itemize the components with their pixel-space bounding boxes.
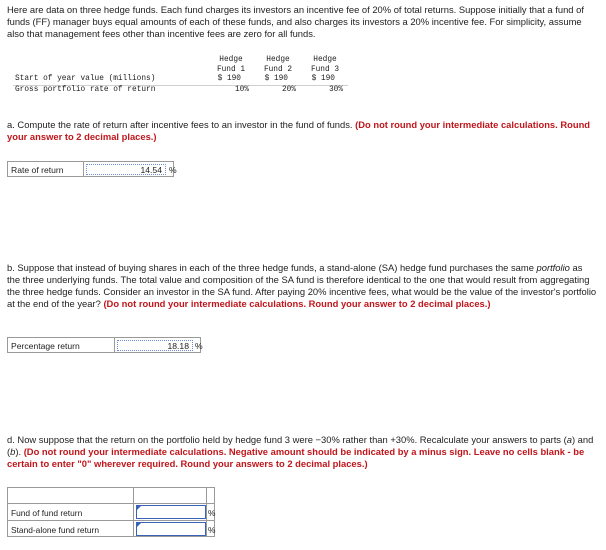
percentage-return-input[interactable]: 18.18 [117,340,193,351]
percent-unit: % [208,508,216,518]
row-label-stand-alone-fund-return: Stand-alone fund return [11,525,99,535]
percent-unit: % [195,341,203,351]
question-a-instruction: (Do not round your intermediate calculations. Round your answer to 2 decimal places.) [7,119,591,142]
question-b-text: b. Suppose that instead of buying shares in each of the three hedge funds, a stand-alone (SA) hedge fund purchases the same [7,262,534,273]
answer-box-b [7,337,201,353]
part-b-ref: b [10,446,16,457]
question-a-text: a. Compute the rate of return after incentive fees to an investor in the fund of funds. [7,119,353,130]
header-line: Hedge [313,56,337,64]
cell-fund-1-start: $ 190 [217,75,241,83]
row-label-fund-of-fund-return: Fund of fund return [11,508,83,518]
cell-divider [114,338,115,352]
header-fund-1 [211,56,251,75]
question-d [7,434,597,470]
percent-unit: % [208,525,216,535]
question-d-text: d. Now suppose that the return on the portfolio held by hedge fund 3 were −30% rather than +30%. Recalculate your answers to parts ( [7,434,567,445]
question-b-instruction: (Do not round your intermediate calculations. Round your answer to 2 decimal places.) [103,298,491,309]
question-b [7,262,597,310]
answer-table-d [7,487,215,537]
percent-unit: % [169,165,177,175]
cell-fund-3-start: $ 190 [311,75,335,83]
row-label-start-value: Start of year value (millions) [15,75,156,83]
question-d-text-mid: ) and ( [7,434,594,457]
header-line: Fund 3 [310,65,340,74]
question-b-text-cont: as the three underlying funds. The total value and composition of the SA fund is therefore identical to the one that would result from aggregating the three hedge funds. Consider an investor in the SA fund. After paying 20% incentive fees, what would be the value of the investor's portfolio at the end of the year? [7,262,597,309]
stand-alone-fund-return-input[interactable] [136,522,206,536]
answer-label-percentage-return: Percentage return [11,341,80,351]
cell-divider [83,162,84,176]
cell-fund-1-return: 10% [234,86,249,94]
question-d-text-end: ). [15,446,22,457]
cell-fund-3-return: 30% [328,86,343,94]
answer-box-a [7,161,177,177]
cell-fund-2-start: $ 190 [264,75,288,83]
header-line: Hedge [219,56,243,64]
header-fund-2 [258,56,298,75]
header-line: Fund 1 [216,65,246,74]
table-row [8,520,214,537]
header-fund-3 [305,56,345,75]
rate-of-return-input[interactable]: 14.54 [86,164,166,175]
question-b-italic: portfolio [536,262,570,273]
part-a-ref: a [566,434,572,445]
header-line: Hedge [266,56,290,64]
fund-of-fund-return-input[interactable] [136,505,206,519]
answer-label-rate-of-return: Rate of return [11,165,64,175]
intro-paragraph: Here are data on three hedge funds. Each fund charges its investors an incentive fee of 20% of total returns. Suppose initially that a fund of funds (FF) manager buys equal amounts of each of these funds, and also charges its investors a 20% incentive fee. For simplicity, assume also that management fees other than incentive fees are zero for all funds. [7,4,584,39]
header-line: Fund 2 [263,65,293,74]
question-a [7,119,597,143]
table-row [8,503,214,520]
cell-fund-2-return: 20% [281,86,296,94]
question-d-instruction: (Do not round your intermediate calculations. Negative amount should be indicated by a minus sign. Leave no cells blank - be certain to enter "0" wherever required. Round your answers to 2 decimal places.) [7,446,585,469]
row-label-gross-return: Gross portfolio rate of return [15,86,156,94]
